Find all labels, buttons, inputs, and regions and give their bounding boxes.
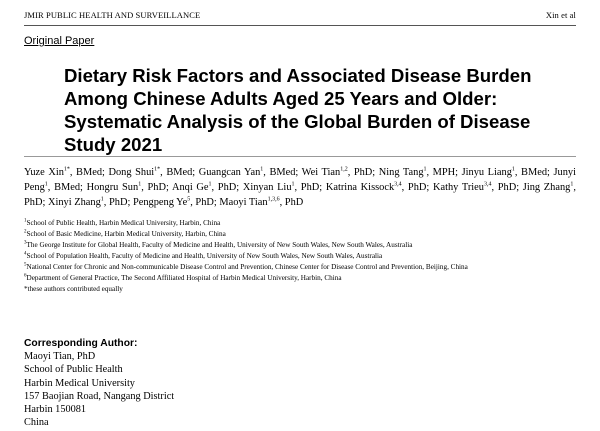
affiliation-number: 1 [24,218,27,224]
author-affiliation-marker: 1* [154,166,161,173]
affiliation-number: 5 [24,262,27,268]
address-line: 157 Baojian Road, Nangang District [24,390,175,402]
author-degree: , PhD; [401,182,433,194]
author-entry [48,197,133,208]
author-name: Xinyi Zhang [47,197,101,209]
author-affiliation-marker: 1,3,6 [267,196,280,203]
author-affiliation-marker: 1,2 [340,166,348,173]
affiliation-list [24,218,576,295]
author-name: Ning Tang [378,167,424,178]
title-divider [24,156,576,157]
author-entry [172,182,243,193]
author-name: Katrina Kissock [325,182,395,194]
author-name: Maoyi Tian [219,197,268,209]
equal-contribution-note: *these authors contributed equally [24,285,123,293]
affiliation-text: School of Population Health, Faculty of Medicine and Health, University of New South Wales, New South Wales, Australia [26,252,383,260]
affiliation-text: The George Institute for Global Health, Faculty of Medicine and Health, University of New South Wales, New South Wales, Australia [26,241,413,249]
author-degree: , PhD; [491,182,523,194]
address-line: Harbin Medical University [24,377,135,389]
affiliation-number: 4 [24,251,27,257]
author-degree: , PhD; [141,182,172,194]
author-entry [433,182,523,193]
corresponding-author-heading: Corresponding Author: [24,338,138,349]
author-name: Yuze Xin [24,167,64,178]
author-entry [243,182,326,193]
corresponding-author-address [24,350,174,429]
address-line: Harbin 150081 [24,404,87,416]
author-affiliation-marker: 3,4 [394,181,402,188]
author-affiliation-marker: 3,4 [483,181,492,188]
author-degree: , PhD; [24,182,576,209]
author-affiliation-marker: 1 [423,166,427,173]
author-affiliation-marker: 5 [187,196,191,203]
author-entry [219,197,303,208]
author-degree: , PhD [279,197,304,209]
author-affiliation-marker: 1 [260,166,264,173]
affiliation-item [24,273,576,284]
author-entry [133,197,219,208]
author-affiliation-marker: 1 [44,181,48,188]
author-affiliation-marker: 1 [570,181,574,188]
affiliation-number: 3 [24,240,27,246]
affiliation-text: Department of General Practice, The Second Affiliated Hospital of Harbin Medical University, Harbin, China [26,274,342,282]
author-name: Junyi Peng [24,167,576,194]
address-line: China [24,417,49,429]
author-name: Jing Zhang [522,182,571,194]
author-name: Jinyu Liang [461,167,512,178]
affiliation-number: 2 [24,229,27,235]
running-author: Xin et al [545,10,576,20]
author-degree: , PhD; [347,167,379,178]
affiliation-text: School of Public Health, Harbin Medical University, Harbin, China [26,219,221,227]
header-divider [24,25,576,26]
author-degree: , BMed; [47,182,87,194]
author-degree: , PhD; [103,197,133,209]
author-name: Hongru Sun [86,182,139,194]
affiliation-item [24,251,576,262]
affiliation-item [24,240,576,251]
corresponding-author-block [24,337,174,429]
author-affiliation-marker: 1* [63,166,70,173]
author-degree: , BMed; [263,167,302,178]
author-degree: , BMed; [160,167,199,178]
author-affiliation-marker: 1 [291,181,295,188]
affiliation-item [24,262,576,273]
author-degree: , PhD; [190,197,220,209]
author-name: Pengpeng Ye [132,197,188,209]
author-affiliation-marker: 1 [208,181,212,188]
author-entry [24,167,108,178]
author-name: Xinyan Liu [242,182,292,194]
paper-title: Dietary Risk Factors and Associated Disease Burden Among Chinese Adults Aged 25 Years and Older: Systematic Analysis of the Global Burden of Disease Study 2021 [64,65,532,155]
affiliation-number: 6 [24,273,27,279]
author-entry [326,182,433,193]
address-line: Maoyi Tian, PhD [24,351,96,363]
author-affiliation-marker: 1 [138,181,142,188]
author-entry [87,182,172,193]
affiliation-item [24,229,576,240]
author-degree: , MPH; [426,167,462,178]
author-name: Dong Shui [108,167,155,178]
author-entry [108,167,198,178]
author-degree: , BMed; [69,167,109,178]
author-name: Kathy Trieu [432,182,484,194]
author-list [24,165,576,211]
author-name: Anqi Ge [171,182,209,194]
affiliation-text: School of Basic Medicine, Harbin Medical University, Harbin, China [26,230,226,238]
author-entry [302,167,379,178]
author-entry [462,167,554,178]
paper-type-label: Original Paper [24,35,95,47]
affiliation-item [24,218,576,229]
author-degree: , PhD; [294,182,326,194]
author-affiliation-marker: 1 [511,166,515,173]
journal-name: JMIR PUBLIC HEALTH AND SURVEILLANCE [24,10,201,20]
author-degree: , BMed; [514,167,554,178]
author-affiliation-marker: 1 [100,196,104,203]
author-name: Wei Tian [301,167,341,178]
affiliation-text: National Center for Chronic and Non-communicable Disease Control and Prevention, Chinese Center for Disease Control and Prevention, Beijing, China [26,263,468,271]
address-line: School of Public Health [24,364,123,376]
running-header [24,10,576,20]
author-name: Guangcan Yan [198,167,261,178]
author-degree: , PhD; [211,182,243,194]
author-entry [379,167,462,178]
author-entry [199,167,302,178]
